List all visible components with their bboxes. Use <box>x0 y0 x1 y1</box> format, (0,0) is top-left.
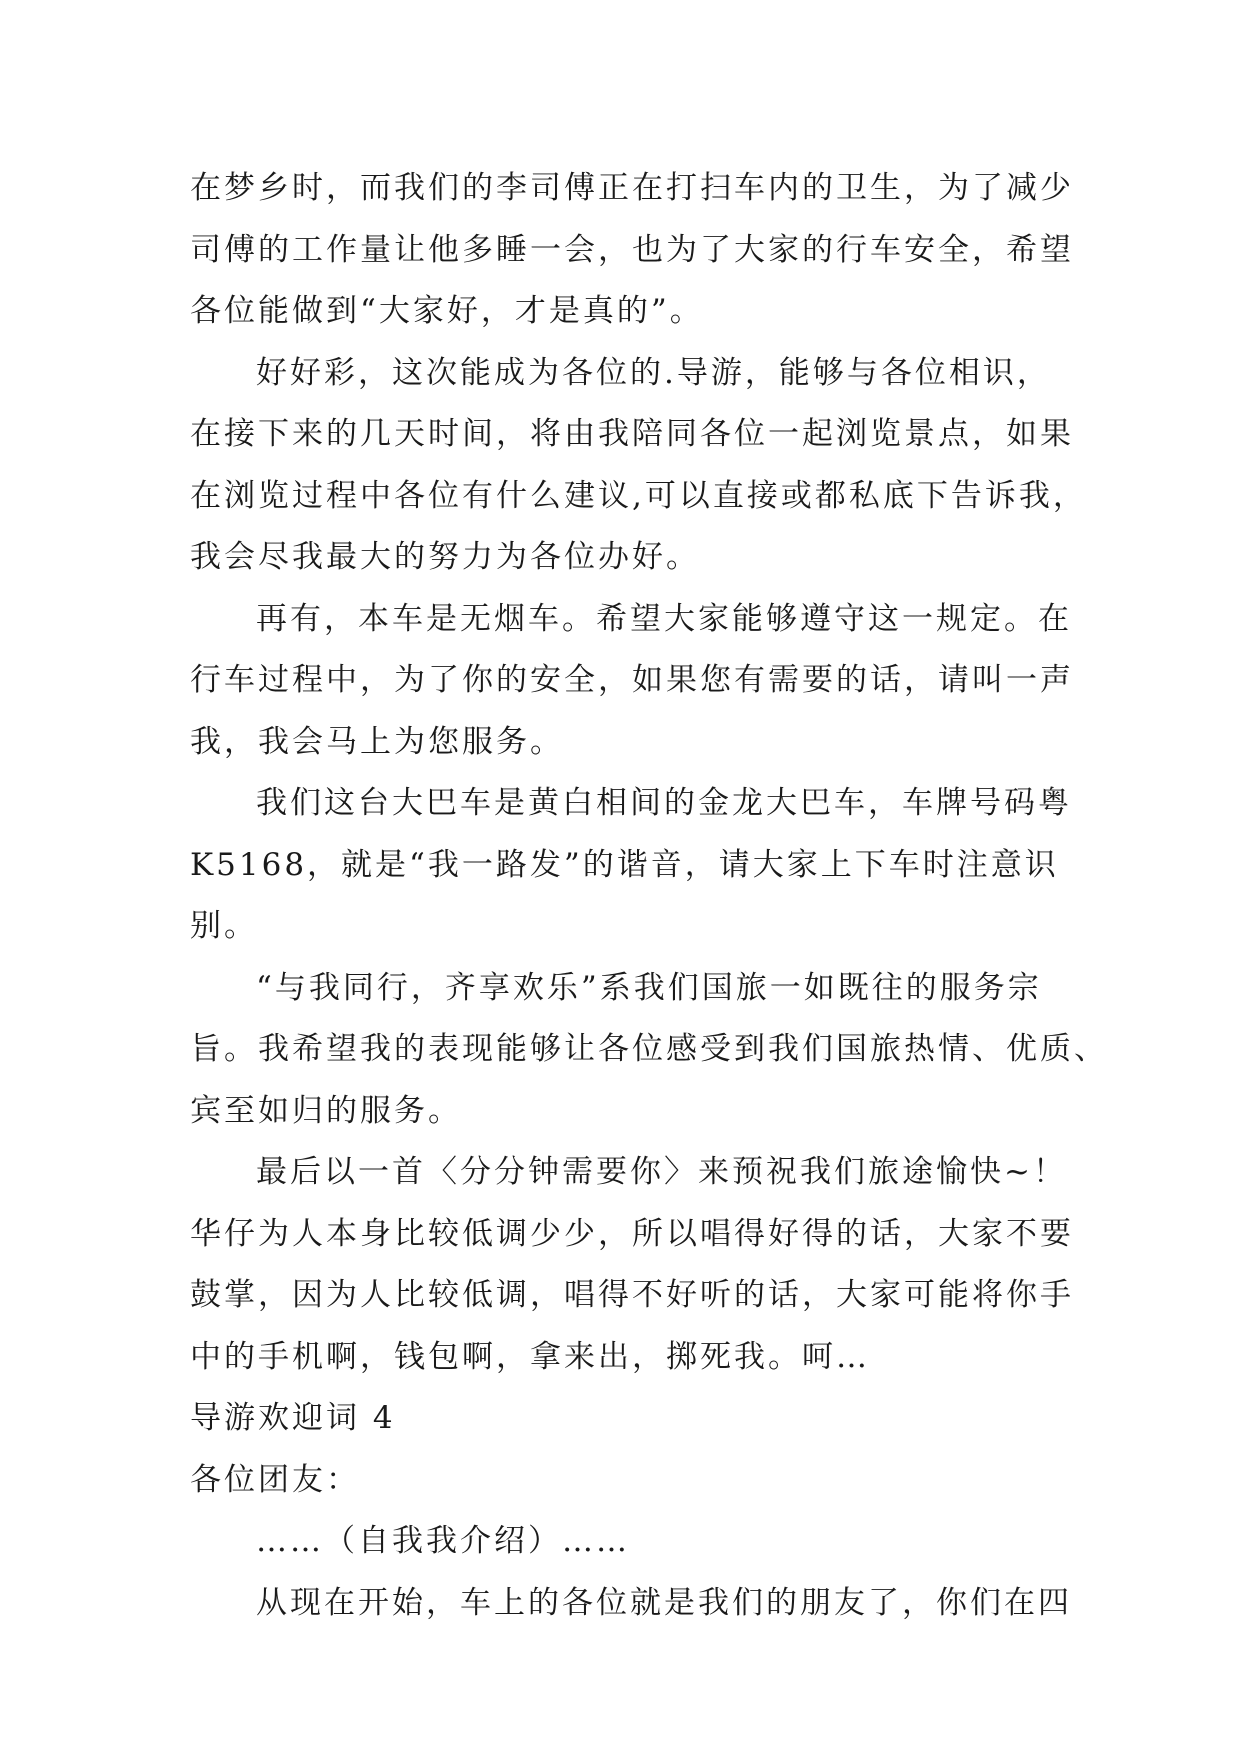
text-line: 鼓掌，因为人比较低调，唱得不好听的话，大家可能将你手 <box>190 1277 1074 1313</box>
text-line: 各位能做到“大家好，才是真的”。 <box>190 293 704 329</box>
text-line: 在接下来的几天时间，将由我陪同各位一起浏览景点，如果 <box>190 416 1074 452</box>
text-line: K5168，就是“我一路发”的谐音，请大家上下车时注意识 <box>190 846 1059 883</box>
paragraph-start-line: 最后以一首〈分分钟需要你〉来预祝我们旅途愉快~！ <box>256 1154 1067 1190</box>
text-line: 华仔为人本身比较低调少少，所以唱得好得的话，大家不要 <box>190 1215 1074 1252</box>
text-line: 宾至如归的服务。 <box>190 1092 462 1129</box>
text-line: 在梦乡时，而我们的李司傅正在打扫车内的卫生，为了减少 <box>190 170 1074 206</box>
paragraph-start-line: 再有，本车是无烟车。希望大家能够遵守这一规定。在 <box>256 600 1072 637</box>
salutation-line: 各位团友： <box>190 1461 360 1498</box>
self-introduction-line: ……（自我我介绍）…… <box>256 1523 630 1559</box>
document-body <box>190 158 1108 1634</box>
text-line: 旨。我希望我的表现能够让各位感受到我们国旅热情、优质、 <box>190 1031 1108 1067</box>
paragraph-start-line: 从现在开始，车上的各位就是我们的朋友了，你们在四 <box>256 1584 1072 1621</box>
section-heading: 导游欢迎词 4 <box>190 1400 396 1436</box>
text-line: 我，我会马上为您服务。 <box>190 723 564 760</box>
paragraph-start-line: “与我同行，齐享欢乐”系我们国旅一如既往的服务宗 <box>256 969 1042 1006</box>
paragraph-start-line: 好好彩，这次能成为各位的.导游，能够与各位相识， <box>256 354 1051 391</box>
paragraph-start-line: 我们这台大巴车是黄白相间的金龙大巴车，车牌号码粤 <box>256 785 1072 821</box>
text-line: 我会尽我最大的努力为各位办好。 <box>190 539 700 575</box>
text-line: 在浏览过程中各位有什么建议,可以直接或都私底下告诉我， <box>190 477 1087 514</box>
text-line: 中的手机啊，钱包啊，拿来出，掷死我。呵… <box>190 1338 870 1375</box>
text-line: 别。 <box>190 908 258 944</box>
text-line: 行车过程中，为了你的安全，如果您有需要的话，请叫一声 <box>190 662 1074 698</box>
text-line: 司傅的工作量让他多睡一会，也为了大家的行车安全，希望 <box>190 231 1074 268</box>
